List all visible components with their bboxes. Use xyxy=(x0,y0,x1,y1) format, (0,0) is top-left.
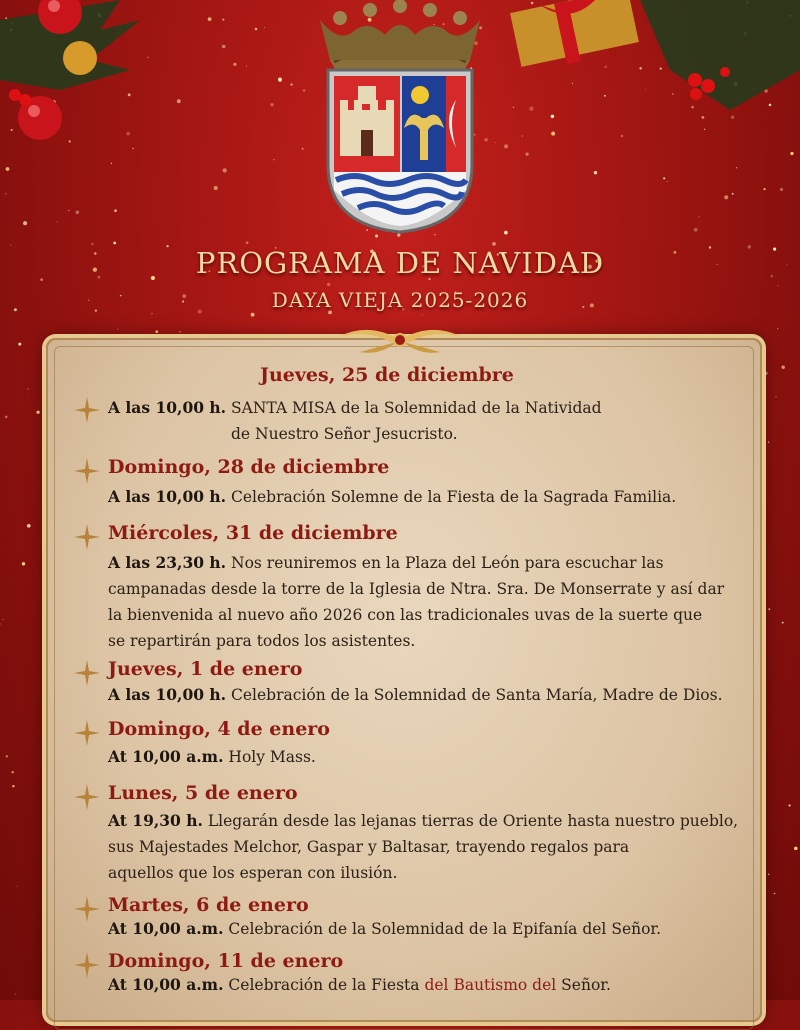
event-time: At 19,30 h. xyxy=(108,811,203,830)
star-bullet-icon xyxy=(74,524,100,550)
event-day: Miércoles, 31 de diciembre xyxy=(108,522,398,544)
event-description xyxy=(108,682,748,708)
event-description xyxy=(108,972,748,998)
star-bullet-icon xyxy=(74,720,100,746)
event-text: Señor. xyxy=(561,976,611,994)
event-text: sus Majestades Melchor, Gaspar y Baltasar, trayendo regalos para xyxy=(108,838,630,856)
page-subtitle: DAYA VIEJA 2025-2026 xyxy=(271,288,529,312)
event-time: At 10,00 a.m. xyxy=(108,919,224,938)
event-text: se repartirán para todos los asistentes. xyxy=(108,632,416,650)
star-bullet-icon xyxy=(74,784,100,810)
christmas-ornaments-decoration xyxy=(0,0,150,170)
event-description xyxy=(108,550,748,654)
event-description xyxy=(108,484,748,510)
event-description xyxy=(108,744,748,770)
star-bullet-icon xyxy=(74,397,100,423)
ribbon-ornament xyxy=(330,322,470,358)
event-text: del xyxy=(532,976,557,994)
event-text: campanadas desde la torre de la Iglesia de Ntra. Sra. De Monserrate y así dar xyxy=(108,580,725,598)
event-text: Nos reuniremos en la Plaza del León para escuchar las xyxy=(231,554,664,572)
star-bullet-icon xyxy=(74,458,100,484)
coat-of-arms xyxy=(310,0,490,235)
event-text: Holy Mass. xyxy=(228,748,316,766)
event-text: Celebración de la Fiesta xyxy=(228,976,420,994)
event-text: Celebración de la Solemnidad de la Epifanía del Señor. xyxy=(228,920,662,938)
event-text: aquellos que los esperan con ilusión. xyxy=(108,864,398,882)
event-day: Jueves, 1 de enero xyxy=(108,658,303,680)
event-description xyxy=(108,808,748,886)
event-description xyxy=(108,395,748,447)
star-bullet-icon xyxy=(74,952,100,978)
event-day: Lunes, 5 de enero xyxy=(108,782,298,804)
event-description xyxy=(108,916,748,942)
event-day: Domingo, 4 de enero xyxy=(108,718,330,740)
star-bullet-icon xyxy=(74,660,100,686)
event-time: A las 10,00 h. xyxy=(108,685,227,704)
event-day: Domingo, 28 de diciembre xyxy=(108,456,390,478)
event-text: Celebración Solemne de la Fiesta de la Sagrada Familia. xyxy=(231,488,677,506)
event-day: Martes, 6 de enero xyxy=(108,894,309,916)
gift-box-decoration xyxy=(500,0,800,120)
event-time: At 10,00 a.m. xyxy=(108,975,224,994)
event-day: Domingo, 11 de enero xyxy=(108,950,344,972)
event-text-highlight: Bautismo xyxy=(453,976,528,994)
event-time: A las 23,30 h. xyxy=(108,553,227,572)
event-text: Llegarán desde las lejanas tierras de Oriente hasta nuestro pueblo, xyxy=(207,812,739,830)
event-time: A las 10,00 h. xyxy=(108,487,227,506)
program-panel xyxy=(46,338,762,1022)
star-bullet-icon xyxy=(74,896,100,922)
page-title: PROGRAMA DE NAVIDAD xyxy=(195,246,605,280)
event-text: SANTA MISA de la Solemnidad de la Natividad xyxy=(231,399,602,417)
event-time: At 10,00 a.m. xyxy=(108,747,224,766)
event-time: A las 10,00 h. xyxy=(108,398,227,417)
event-text: del xyxy=(424,976,449,994)
event-text: de Nuestro Señor Jesucristo. xyxy=(231,425,458,443)
event-text: la bienvenida al nuevo año 2026 con las tradicionales uvas de la suerte que xyxy=(108,606,703,624)
event-text: Celebración de la Solemnidad de Santa María, Madre de Dios. xyxy=(231,686,723,704)
event-day: Jueves, 25 de diciembre xyxy=(260,364,514,386)
